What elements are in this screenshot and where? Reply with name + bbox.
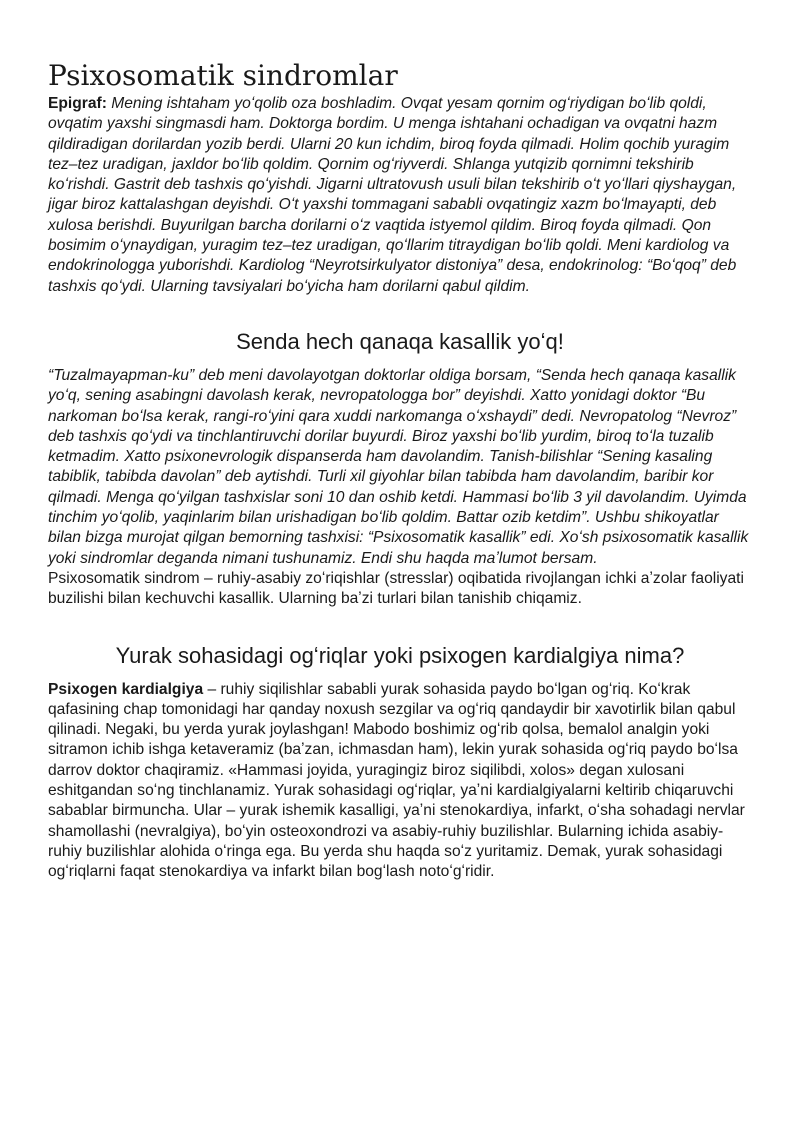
cardialgia-paragraph (48, 680, 752, 883)
definition-paragraph: Psixosomatik sindrom – ruhiy-asabiy zoʻriqishlar (stresslar) oqibatida rivojlangan ichki aʼzolar faoliyati buzilishi bilan kechuvchi kasallik. Ularning baʼzi turlari bilan tanishib chiqamiz. (48, 569, 744, 608)
epigraph-paragraph (48, 94, 752, 297)
document-title: Psixosomatik sindromlar (48, 59, 398, 92)
section-heading-cardialgia: Yurak sohasidagi ogʻriqlar yoki psixogen kardialgiya nima? (115, 642, 685, 668)
cardialgia-body: – ruhiy siqilishlar sababli yurak sohasida paydo boʻlgan ogʻriq. Koʻkrak qafasining chap tomonidagi har qanday noxush sezgilar va ogʻriq qandaydir bir xavotirlik bilan qabul qilinadi. Negaki, bu yerda yurak joylashgan! Mabodo boshimiz ogʻrib qolsa, bemalol analgin yoki sitramon ichib ishga ketaveramiz (baʼzan, ichmasdan ham), lekin yurak sohasida ogʻriq paydo boʻlsa darrov doktor chaqiramiz. «Hammasi joyida, yuragingiz biroz siqilibdi, xolos» degan xulosani eshitgandan soʻng tinchlanamiz. Yurak sohasidagi ogʻriqlar, yaʼni kardialgiyalarni keltirib chiqaruvchi sabablar birmuncha. Ular – yurak ishemik kasalligi, yaʼni stenokardiya, infarkt, oʻsha sohadagi nervlar shamollashi (nevralgiya), boʻyin osteoxondrozi va asabiy-ruhiy buzilishlar. Bularning ichida asabiy-ruhiy buzilishlar alohida oʻringa ega. Bu yerda shu haqda soʻz yuritamiz. Demak, yurak sohasidagi ogʻriqlarni faqat stenokardiya va infarkt bilan bogʻlash notoʻgʻridir. (48, 680, 745, 881)
cardialgia-term: Psixogen kardialgiya (48, 680, 204, 698)
patient-quote-paragraph: “Tuzalmayapman-ku” deb meni davolayotgan doktorlar oldiga borsam, “Senda hech qanaqa kasallik yoʻq, sening asabingni davolash kerak, nevropatologga bor” deyishdi. Xatto yonidagi doktor “Bu narkoman boʻlsa kerak, rangi-roʻyini qara xuddi narkomanga oʻxshaydi” dedi. Nevropatolog “Nevroz” deb tashxis qoʻydi va tinchlantiruvchi dorilar buyurdi. Biroz yaxshi boʻlib yurdim, biroq toʻla tuzalib ketmadim. Xatto psixonevrologik dispanserda ham davolandim. Tanish-bilishlar “Sening kasaling tabiblik, tabibda davolan” deb aytishdi. Turli xil giyohlar bilan tabibda ham davolandim, baribir kor qilmadi. Menga qoʻyilgan tashxislar soni 10 dan oshib ketdi. Hammasi boʻlib 3 yil davolandim. Uyimda tinchim yoʻqolib, yaqinlarim bilan urishadigan boʻlib qoldim. Battar ozib ketdim”. Ushbu shikoyatlar bilan bizga murojat qilgan bemorning tashxisi: “Psixosomatik kasallik” edi. Xoʻsh psixosomatik kasallik yoki sindromlar deganda nimani tushunamiz. Endi shu haqda maʼlumot bersam. (48, 366, 749, 567)
section-heading-no-disease: Senda hech qanaqa kasallik yoʻq! (236, 328, 564, 354)
epigraph-text: Mening ishtaham yoʻqolib oza boshladim. Ovqat yesam qornim ogʻriydigan boʻlib qoldi, ovqatim yaxshi singmasdi ham. Doktorga bordim. U menga ishtahani ochadigan va ovqatni hazm qildiradigan dorilardan yozib berdi. Ularni 20 kun ichdim, biroq foyda qilmadi. Holim qochib yuragim tez–tez uradigan, jaxldor boʻlib qoldim. Qornim ogʻriyverdi. Shlanga yutqizib qornimni tekshirib koʻrishdi. Gastrit deb tashxis qoʻyishdi. Jigarni ultratovush usuli bilan tekshirib oʻt yoʻllari qiyshaygan, jigar biroz kattalashgan deyishdi. Oʻt yaxshi tommagani sababli ovqatingiz xazm boʻlmayapti, deb xulosa berishdi. Buyurilgan barcha dorilarni oʻz vaqtida istyemol qildim. Biroq foyda qilmadi. Qon bosimim oʻynaydigan, yuragim tez–tez uradigan, qoʻllarim titraydigan boʻlib qoldi. Meni kardiolog va endokrinologga yuborishdi. Kardiolog “Neyrotsirkulyator distoniya” desa, endokrinolog: “Boʻqoq” deb tashxis qoʻydi. Ularning tavsiyalari boʻyicha ham dorilarni qabul qildim. (48, 95, 737, 295)
epigraph-label: Epigraf: (48, 95, 107, 112)
